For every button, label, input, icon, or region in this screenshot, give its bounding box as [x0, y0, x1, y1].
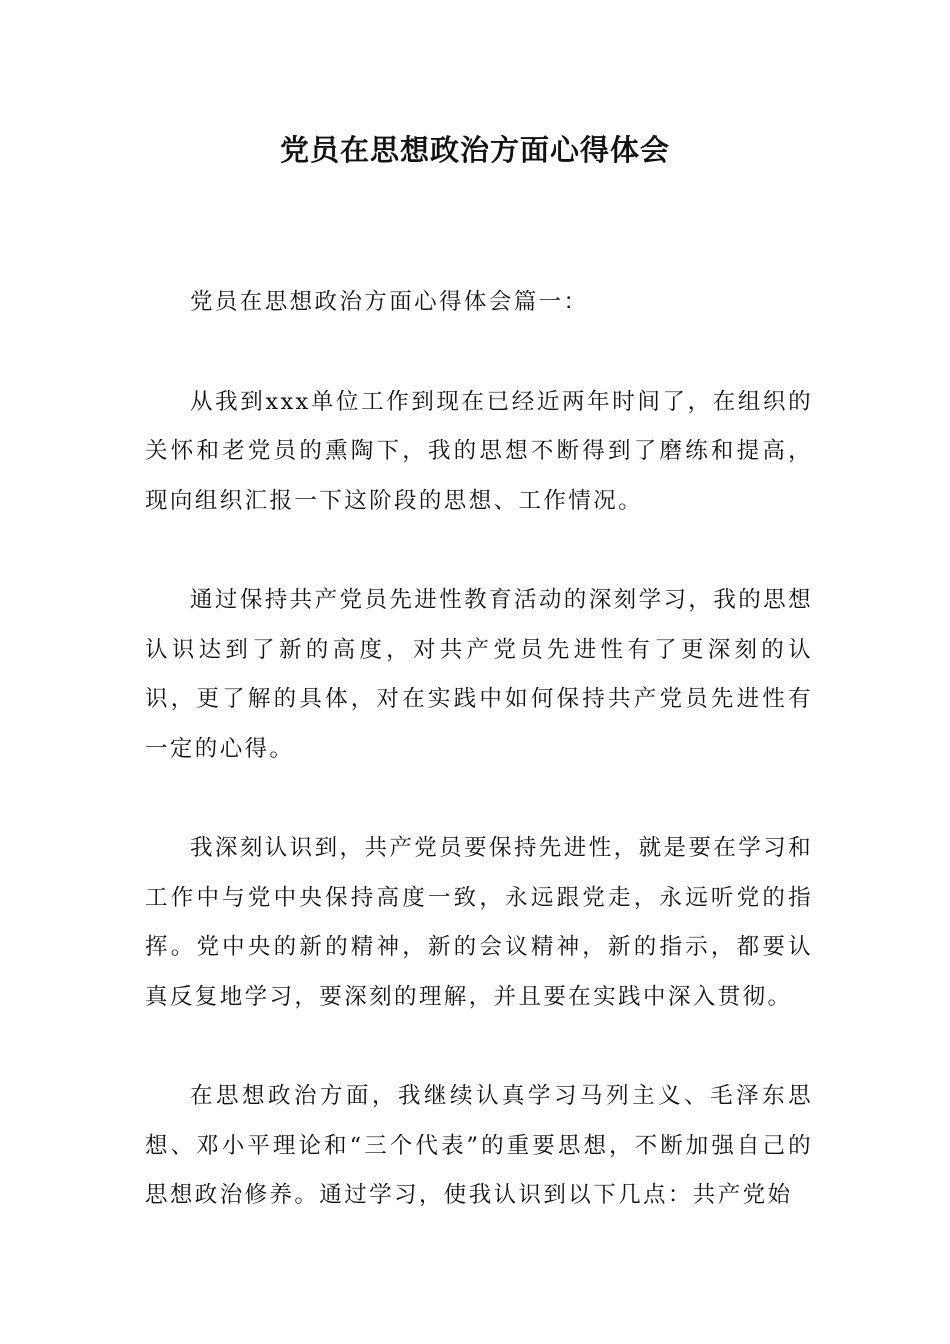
paragraph-section-heading: 党员在思想政治方面心得体会篇一：: [190, 289, 589, 315]
paragraph-3: 我深刻认识到，共产党员要保持先进性，就是要在学习和工作中与党中央保持高度一致，永远跟党走，永远听党的指挥。党中央的新的精神，新的会议精神，新的指示，都要认真反复地学习，要深刻的理解，并且要在实践中深入贯彻。: [145, 835, 813, 1010]
paragraph-1: 从我到xxx单位工作到现在已经近两年时间了，在组织的关怀和老党员的熏陶下，我的思想不断得到了磨练和提高，现向组织汇报一下这阶段的思想、工作情况。: [145, 388, 813, 514]
paragraph-2: 通过保持共产党员先进性教育活动的深刻学习，我的思想认识达到了新的高度，对共产党员先进性有了更深刻的认识，更了解的具体，对在实践中如何保持共产党员先进性有一定的心得。: [145, 587, 813, 762]
paragraph-4: 在思想政治方面，我继续认真学习马列主义、毛泽东思想、邓小平理论和“三个代表”的重要思想，不断加强自己的思想政治修养。通过学习，使我认识到以下几点：共产党始: [145, 1083, 813, 1208]
document-title: 党员在思想政治方面心得体会: [279, 133, 670, 167]
document-body: [145, 278, 813, 1271]
